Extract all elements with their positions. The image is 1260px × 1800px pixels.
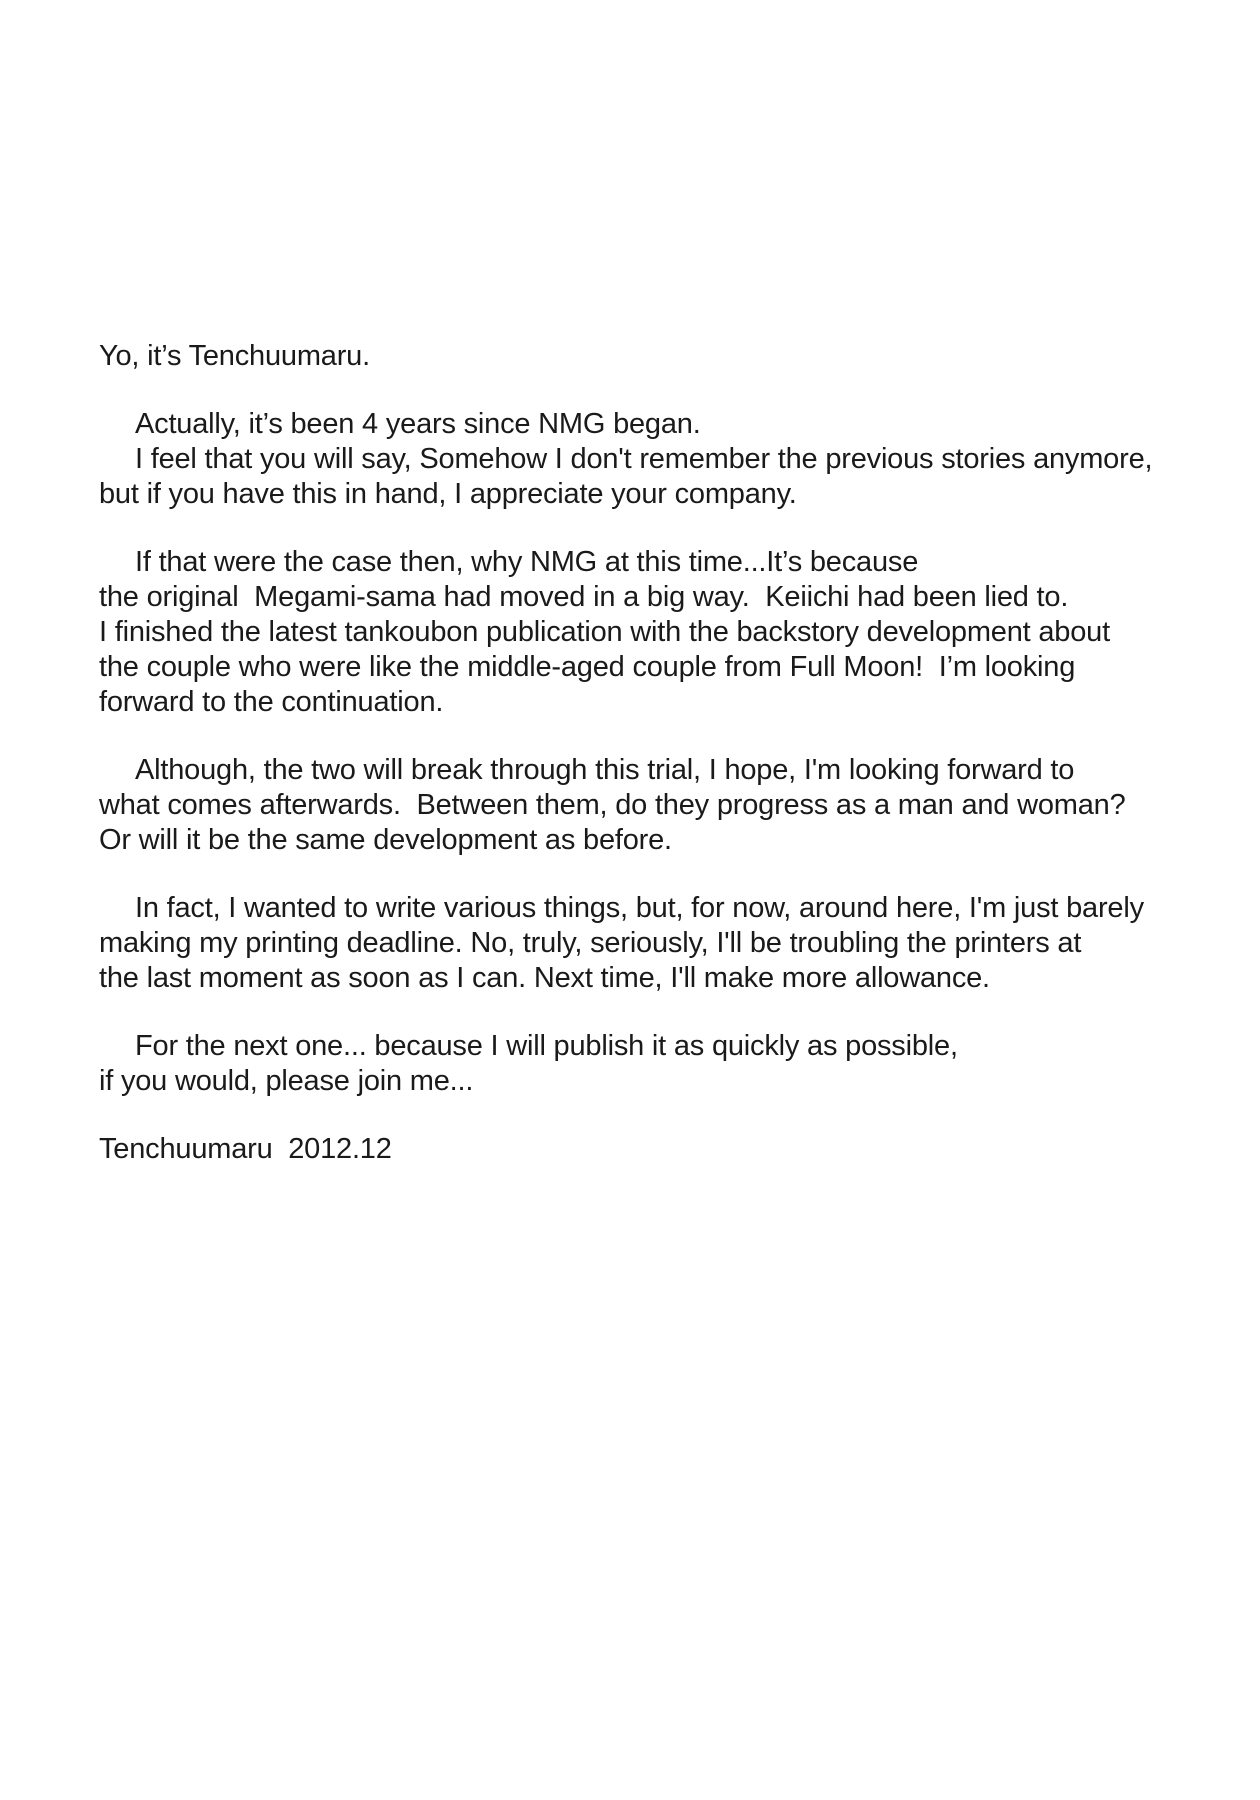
text-line: I finished the latest tankoubon publication with the backstory development about — [99, 616, 1110, 648]
paragraph-2 — [99, 545, 1199, 720]
text-line: forward to the continuation. — [99, 686, 444, 718]
paragraph-gap — [99, 1099, 1199, 1132]
afterword-letter — [99, 339, 1199, 1167]
text-line: I feel that you will say, Somehow I don't remember the previous stories anymore, — [135, 443, 1153, 475]
text-line: In fact, I wanted to write various things, but, for now, around here, I'm just barely — [135, 892, 1144, 924]
text-line: Or will it be the same development as before. — [99, 824, 672, 856]
paragraph-gap — [99, 858, 1199, 891]
paragraph-4 — [99, 891, 1199, 996]
text-line: but if you have this in hand, I appreciate your company. — [99, 478, 797, 510]
text-line: if you would, please join me... — [99, 1065, 474, 1097]
text-line: For the next one... because I will publish it as quickly as possible, — [135, 1030, 958, 1062]
text-line: making my printing deadline. No, truly, seriously, I'll be troubling the printers at — [99, 927, 1082, 959]
text-line: If that were the case then, why NMG at this time...It’s because — [135, 546, 919, 578]
text-line: the last moment as soon as I can. Next time, I'll make more allowance. — [99, 962, 990, 994]
text-line: the couple who were like the middle-aged couple from Full Moon! I’m looking — [99, 651, 1076, 683]
text-line: what comes afterwards. Between them, do they progress as a man and woman? — [99, 789, 1126, 821]
paragraph-gap — [99, 996, 1199, 1029]
text-line: the original Megami-sama had moved in a big way. Keiichi had been lied to. — [99, 581, 1069, 613]
signature: Tenchuumaru 2012.12 — [99, 1133, 392, 1165]
greeting: Yo, it’s Tenchuumaru. — [99, 340, 370, 372]
paragraph-gap — [99, 720, 1199, 753]
paragraph-3 — [99, 753, 1199, 858]
text-line: Actually, it’s been 4 years since NMG began. — [135, 408, 701, 440]
paragraph-gap — [99, 512, 1199, 545]
paragraph-gap — [99, 374, 1199, 407]
paragraph-1 — [99, 407, 1199, 512]
paragraph-5 — [99, 1029, 1199, 1099]
text-line: Although, the two will break through this trial, I hope, I'm looking forward to — [135, 754, 1075, 786]
